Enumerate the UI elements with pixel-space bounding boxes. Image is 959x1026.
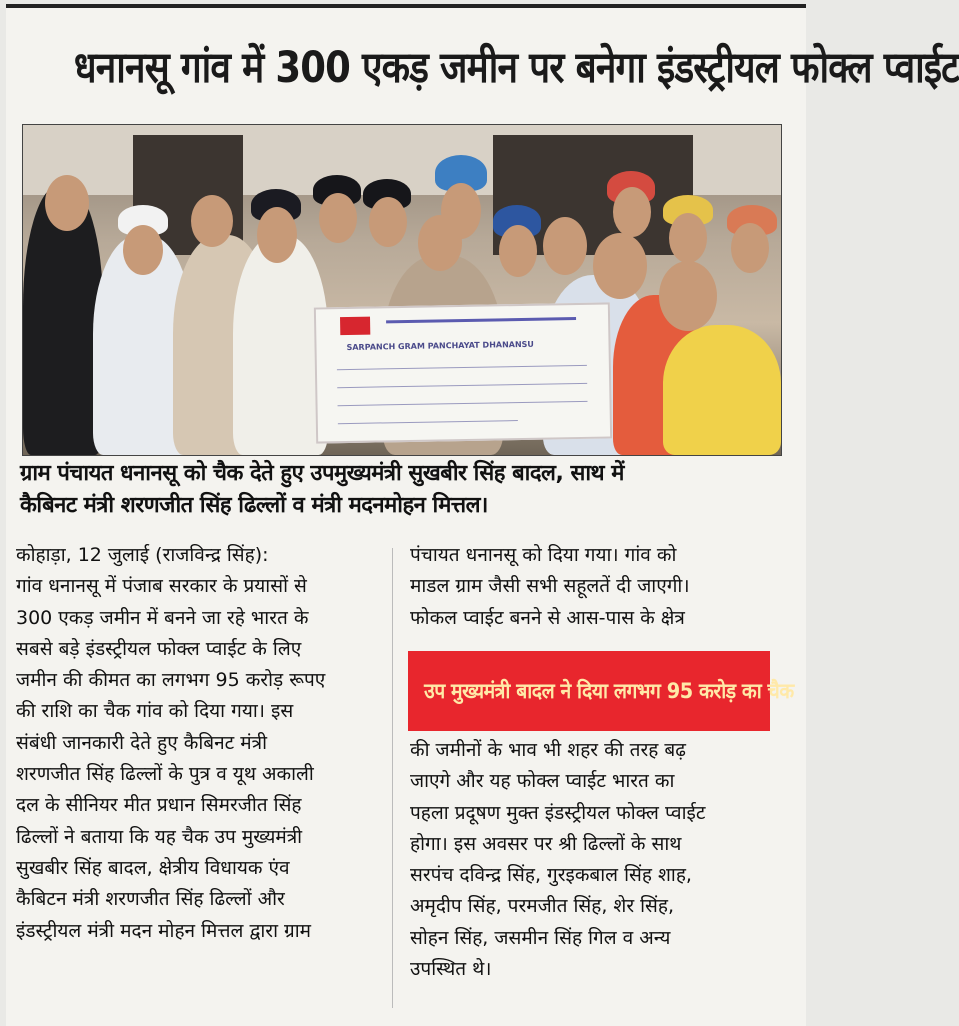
- cheque-bank-line: [386, 317, 576, 323]
- article-line: पहला प्रदूषण मुक्त इंडस्ट्रीयल फोक्ल प्वाईट: [410, 801, 706, 824]
- column-divider: [392, 548, 393, 1008]
- article-line: ढिल्लों ने बताया कि यह चैक उप मुख्यमंत्री: [16, 825, 303, 848]
- article-line: 300 एकड़ जमीन में बनने जा रहे भारत के: [16, 606, 309, 629]
- article-column-1: [16, 540, 376, 947]
- article-column-2-top: [410, 540, 790, 634]
- article-line: सरपंच दविन्द्र सिंह, गुरइकबाल सिंह शाह,: [410, 864, 692, 887]
- person-head: [731, 223, 769, 273]
- person-head: [659, 261, 717, 331]
- highlight-box: [408, 651, 794, 731]
- article-line: की राशि का चैक गांव को दिया गया। इस: [16, 700, 294, 723]
- article-line: माडल ग्राम जैसी सभी सहूलतें दी जाएगी।: [410, 575, 690, 598]
- caption-line: कैबिनट मंत्री शरणजीत सिंह ढिल्लों व मंत्री मदनमोहन मित्तल।: [20, 493, 488, 518]
- article-line: इंडस्ट्रीयल मंत्री मदन मोहन मित्तल द्वारा ग्राम: [16, 919, 312, 942]
- big-cheque: [314, 302, 612, 443]
- person-head: [593, 233, 647, 299]
- headline: धनानसू गांव में 300 एकड़ जमीन पर बनेगा इंडस्ट्रीयल फोक्ल प्वाईट: [73, 43, 959, 93]
- article-line: पंचायत धनानसू को दिया गया। गांव को: [410, 544, 677, 566]
- bank-logo: [340, 317, 370, 336]
- article-line: अमृदीप सिंह, परमजीत सिंह, शेर सिंह,: [410, 895, 675, 918]
- article-line: शरणजीत सिंह ढिल्लों के पुत्र व यूथ अकाली: [16, 763, 314, 786]
- article-line: की जमीनों के भाव भी शहर की तरह बढ़: [410, 739, 686, 761]
- article-line: दल के सीनियर मीत प्रधान सिमरजीत सिंह: [16, 794, 302, 817]
- article-line: फोकल प्वाईट बनने से आस-पास के क्षेत्र: [410, 606, 685, 629]
- person-head: [499, 225, 537, 277]
- news-photo: [22, 124, 782, 456]
- person-head: [613, 187, 651, 237]
- person-head: [257, 207, 297, 263]
- person-head: [543, 217, 587, 275]
- article-line: सोहन सिंह, जसमीन सिंह गिल व अन्य: [410, 926, 671, 949]
- article-line: जाएगे और यह फोक्ल प्वाईट भारत का: [410, 770, 675, 793]
- person-head: [45, 175, 89, 231]
- cheque-line: [338, 401, 588, 406]
- caption-line: ग्राम पंचायत धनानसू को चैक देते हुए उपमुख्यमंत्री सुखबीर सिंह बादल, साथ में: [20, 461, 624, 486]
- person-head: [369, 197, 407, 247]
- cheque-line: [337, 383, 587, 388]
- cheque-line: [337, 365, 587, 370]
- person-head: [123, 225, 163, 275]
- person-head: [669, 213, 707, 263]
- article-line: सबसे बड़े इंडस्ट्रीयल फोक्ल प्वाईट के लिए: [16, 637, 302, 660]
- person-head: [319, 193, 357, 243]
- article-line: उपस्थित थे।: [410, 958, 492, 981]
- cheque-line: [338, 420, 518, 424]
- person: [663, 325, 781, 455]
- article-line: कैबिटन मंत्री शरणजीत सिंह ढिल्लों और: [16, 888, 285, 911]
- article-column-2-bottom: [410, 735, 790, 985]
- person-head: [191, 195, 233, 247]
- photo-caption: [20, 458, 790, 522]
- highlight-text: उप मुख्यमंत्री बादल ने दिया लगभग 95 करोड़ का चैक: [424, 679, 794, 703]
- article-line: होगा। इस अवसर पर श्री ढिल्लों के साथ: [410, 832, 682, 855]
- article-line: जमीन की कीमत का लगभग 95 करोड़ रूपए: [16, 669, 326, 692]
- article-line: सुखबीर सिंह बादल, क्षेत्रीय विधायक एंव: [16, 856, 290, 879]
- cheque-text: SARPANCH GRAM PANCHAYAT DHANANSU: [346, 339, 534, 353]
- dateline: कोहाड़ा, 12 जुलाई (राजविन्द्र सिंह):: [16, 544, 269, 566]
- person-head: [441, 183, 481, 239]
- article-line: गांव धनानसू में पंजाब सरकार के प्रयासों से: [16, 575, 307, 598]
- article-line: संबंधी जानकारी देते हुए कैबिनट मंत्री: [16, 731, 268, 754]
